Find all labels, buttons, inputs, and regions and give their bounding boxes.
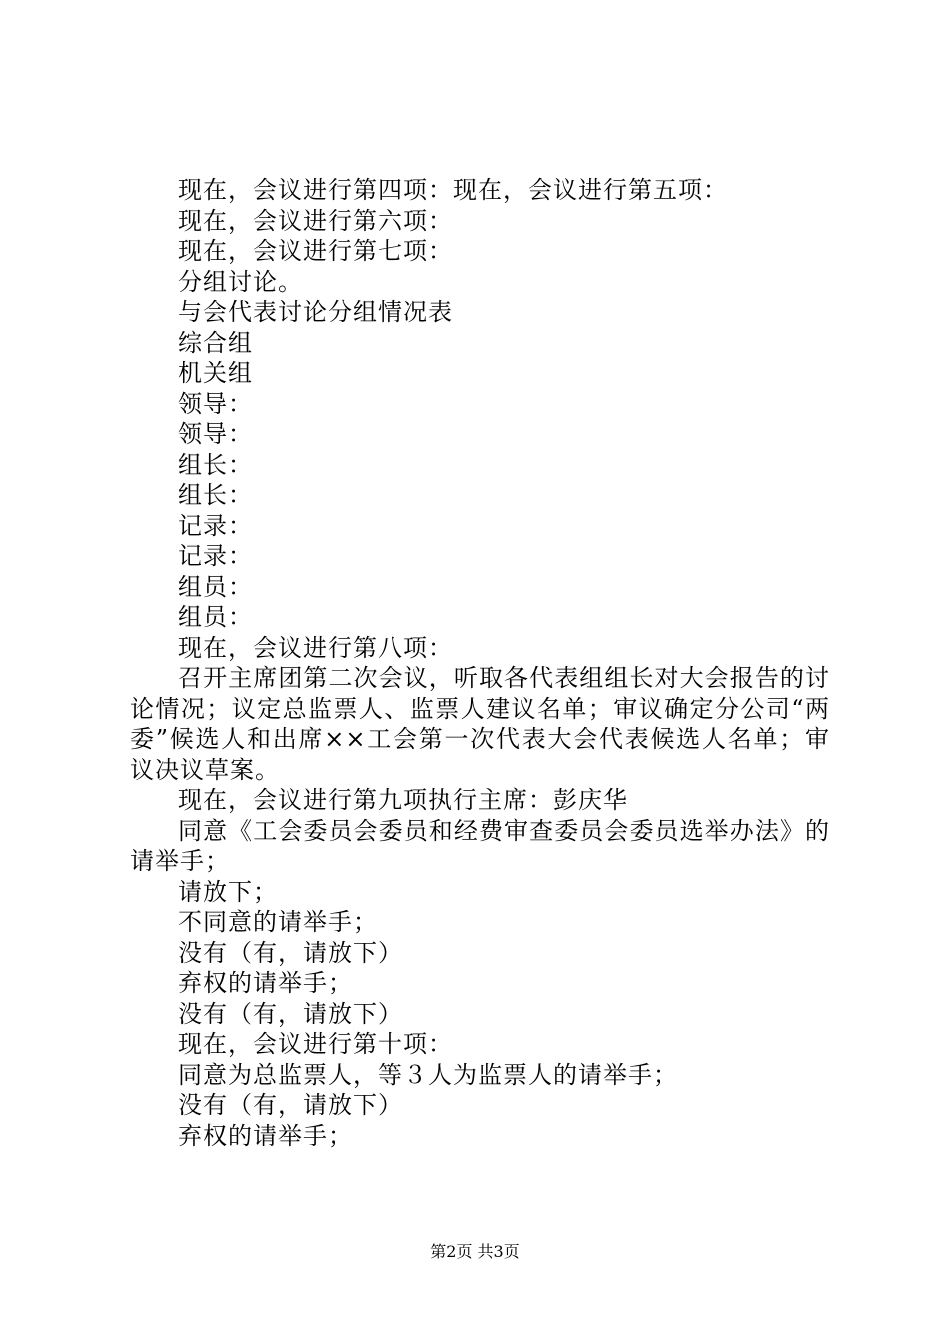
paragraph: 弃权的请举手； xyxy=(178,969,353,997)
role-label: 记录： xyxy=(178,542,253,570)
paragraph: 现在，会议进行第十项： xyxy=(178,1030,453,1058)
role-label: 领导： xyxy=(178,389,253,418)
paragraph: 弃权的请举手； xyxy=(178,1121,353,1150)
paragraph: 现在，会议进行第七项： xyxy=(178,237,453,265)
paragraph: 现在，会议进行第九项执行主席：彭庆华 xyxy=(178,786,628,814)
document-body xyxy=(130,175,830,1151)
role-label: 组员： xyxy=(178,572,253,601)
paragraph: 现在，会议进行第六项： xyxy=(178,206,453,235)
paragraph: 分组讨论。 xyxy=(178,267,303,296)
paragraph: 现在，会议进行第八项： xyxy=(178,633,453,662)
page-footer xyxy=(0,1242,950,1262)
paragraph: 不同意的请举手； xyxy=(178,908,378,936)
paragraph: 现在，会议进行第四项：现在，会议进行第五项： xyxy=(178,176,728,204)
role-label: 组长： xyxy=(178,481,253,509)
paragraph: 同意为总监票人，等３人为监票人的请举手； xyxy=(178,1060,678,1089)
page-number: 第2页 共3页 xyxy=(430,1242,520,1261)
role-label: 领导： xyxy=(178,420,253,448)
table-title: 与会代表讨论分组情况表 xyxy=(178,298,453,326)
paragraph: 没有（有，请放下） xyxy=(178,999,403,1028)
role-label: 记录： xyxy=(178,511,253,540)
group-name: 机关组 xyxy=(178,359,253,387)
role-label: 组员： xyxy=(178,603,253,631)
paragraph: 请放下； xyxy=(178,877,278,906)
paragraph: 召开主席团第二次会议，听取各代表组组长对大会报告的讨论情况；议定总监票人、监票人建议名单；审议确定分公司“两委”候选人和出席××工会第一次代表大会代表候选人名单；审议决议草案。 xyxy=(130,664,830,784)
role-label: 组长： xyxy=(178,450,253,479)
group-name: 综合组 xyxy=(178,328,253,357)
paragraph: 没有（有，请放下） xyxy=(178,938,403,967)
paragraph: 没有（有，请放下） xyxy=(178,1091,403,1119)
paragraph: 同意《工会委员会委员和经费审查委员会委员选举办法》的请举手； xyxy=(130,816,830,875)
